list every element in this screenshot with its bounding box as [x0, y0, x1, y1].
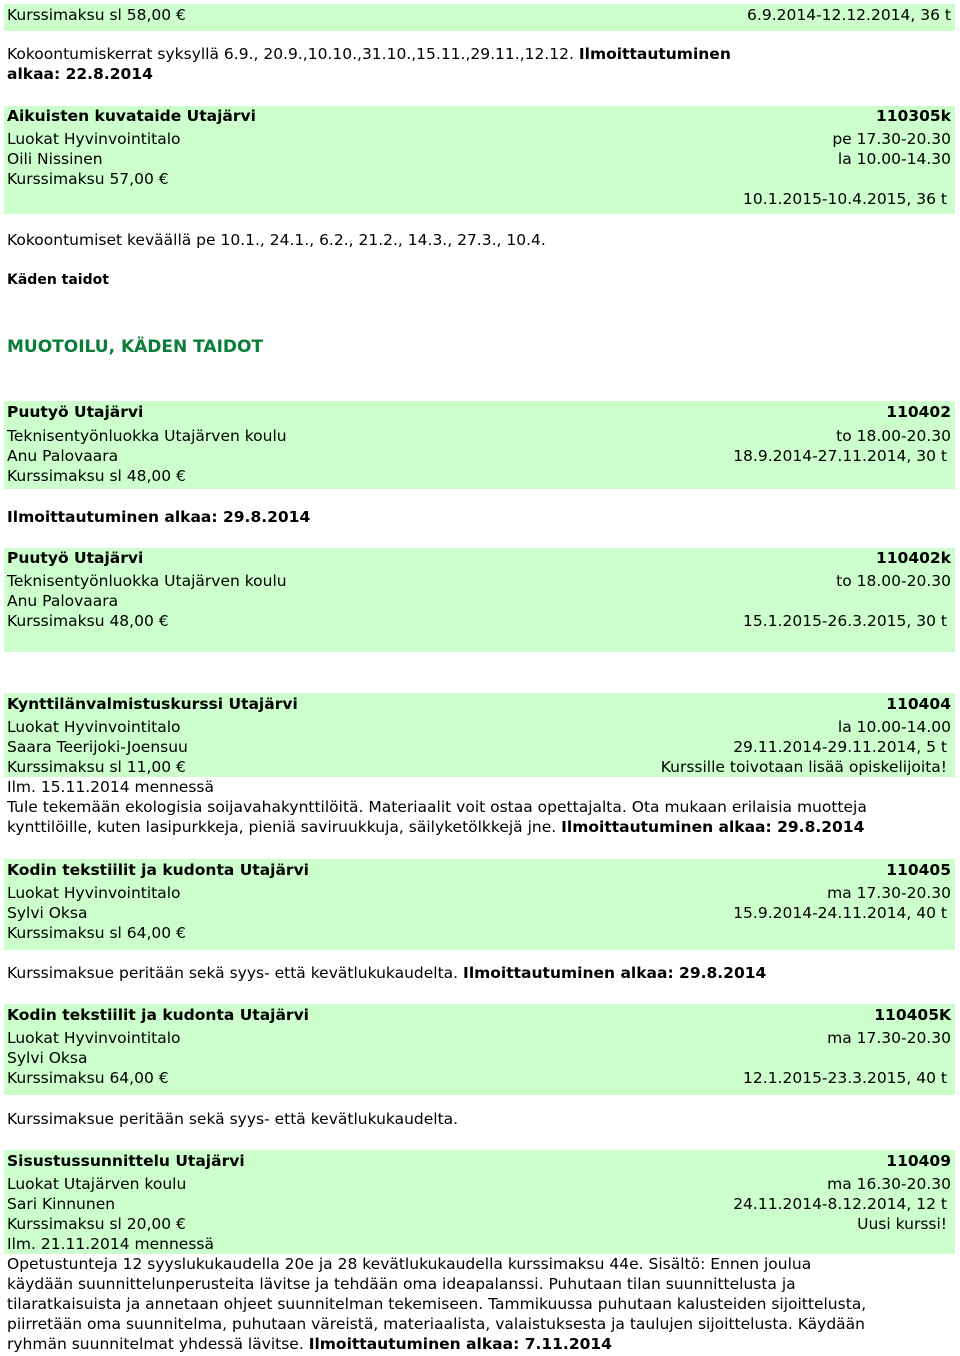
course-title: Sisustussunnittelu Utajärvi [7, 1152, 245, 1170]
course-fee: Kurssimaksu sl 11,00 € [7, 758, 186, 776]
course-teacher: Sylvi Oksa [7, 1049, 88, 1067]
course-code: 110409 [886, 1152, 951, 1170]
course-title-row [4, 402, 951, 423]
course-dates: 12.1.2015-23.3.2015, 40 t [743, 1069, 947, 1087]
course-teacher: Anu Palovaara [7, 592, 119, 610]
course-title-row [4, 1151, 951, 1172]
course-row-ilm [4, 1234, 951, 1255]
course-description-cont: ryhmän suunnitelmat yhdessä lävitse. Ilmoittautuminen alkaa: 7.11.2014 [7, 1335, 612, 1353]
course-code: 110402k [875, 549, 951, 567]
course-teacher: Sylvi Oksa [7, 904, 88, 922]
course-place: Luokat Utajärven koulu [7, 1175, 187, 1193]
course-teacher: Anu Palovaara [7, 447, 119, 465]
course-description: Opetustunteja 12 syyslukukaudella 20e ja 28 kevätlukukaudella kurssimaksu 44e. Sisältö: Ennen joulua [7, 1255, 812, 1273]
course-row-place [4, 717, 951, 738]
course-fee: Kurssimaksu 48,00 € [7, 612, 169, 630]
course-row-place [4, 129, 951, 150]
course-row-fee [4, 611, 951, 632]
course-code: 110402 [886, 403, 951, 421]
course-row-place [4, 571, 951, 592]
course-row-place [4, 1028, 951, 1049]
course-fee: Kurssimaksu sl 64,00 € [7, 924, 186, 942]
course-title-row [4, 860, 951, 881]
course-dates: 10.1.2015-10.4.2015, 36 t [743, 190, 947, 208]
course-place: Luokat Hyvinvointitalo [7, 130, 181, 148]
course-extra: Uusi kurssi! [857, 1215, 947, 1233]
course-row-place [4, 426, 951, 447]
course-note-cont: alkaa: 22.8.2014 [7, 65, 153, 83]
course-time: ma 16.30-20.30 [827, 1175, 951, 1193]
course-row-fee [4, 1068, 951, 1089]
course-fee: Kurssimaksu sl 20,00 € [7, 1215, 186, 1233]
course-dates: 6.9.2014-12.12.2014, 36 t [747, 6, 951, 24]
course-place: Luokat Hyvinvointitalo [7, 718, 181, 736]
course-row-teacher [4, 149, 951, 170]
course-row-fee [4, 923, 951, 944]
course-note: Kurssimaksue peritään sekä syys- että kevätlukukaudelta. Ilmoittautuminen alkaa: 29.8.2014 [7, 964, 767, 982]
course-time: ma 17.30-20.30 [827, 884, 951, 902]
course-code: 110405K [874, 1006, 951, 1024]
course-row-teacher [4, 1048, 951, 1069]
course-description-cont: tilaratkaisuista ja annetaan ohjeet suunnitelman tekemiseen. Tammikuussa puhutaan kalusteiden sijoittelusta, [7, 1295, 867, 1313]
course-time: pe 17.30-20.30 [832, 130, 951, 148]
course-description: Tule tekemään ekologisia soijavahakynttilöitä. Materiaalit voit ostaa opettajalta. Ota mukaan erilaisia muotteja [7, 798, 867, 816]
course-title-row [4, 106, 951, 127]
course-title: Kodin tekstiilit ja kudonta Utajärvi [7, 1006, 309, 1024]
course-row-fee [4, 5, 951, 26]
course-title: Kynttilänvalmistuskurssi Utajärvi [7, 695, 298, 713]
course-place: Luokat Hyvinvointitalo [7, 1029, 181, 1047]
course-row-teacher [4, 903, 951, 924]
course-title-row [4, 694, 951, 715]
course-dates: 29.11.2014-29.11.2014, 5 t [733, 738, 947, 756]
course-title: Puutyö Utajärvi [7, 549, 144, 567]
course-row-fee [4, 466, 951, 487]
course-time: ma 17.30-20.30 [827, 1029, 951, 1047]
course-title: Puutyö Utajärvi [7, 403, 144, 421]
course-time-2: la 10.00-14.30 [837, 150, 951, 168]
course-row-fee [4, 169, 951, 190]
course-note: Kokoontumiset keväällä pe 10.1., 24.1., 6.2., 21.2., 14.3., 27.3., 10.4. [7, 231, 546, 249]
course-note: Ilmoittautuminen alkaa: 29.8.2014 [7, 508, 311, 526]
course-row-place [4, 883, 951, 904]
course-title: Kodin tekstiilit ja kudonta Utajärvi [7, 861, 309, 879]
course-dates: 15.9.2014-24.11.2014, 40 t [733, 904, 947, 922]
course-note: Kurssimaksue peritään sekä syys- että kevätlukukaudelta. [7, 1110, 459, 1128]
course-description-cont: käydään suunnittelunperusteita lävitse ja tehdään oma ideapalanssi. Puhutaan tilan suunnittelusta ja [7, 1275, 796, 1293]
course-dates: 24.11.2014-8.12.2014, 12 t [733, 1195, 947, 1213]
section-heading: MUOTOILU, KÄDEN TAIDOT [7, 337, 264, 357]
course-dates: 18.9.2014-27.11.2014, 30 t [733, 447, 947, 465]
course-description-cont: kynttilöille, kuten lasipurkkeja, pieniä saviruukkuja, säilyketölkkejä jne. Ilmoittautuminen alkaa: 29.8.2014 [7, 818, 865, 836]
course-description-cont: piirretään oma suunnitelma, puhutaan väreistä, materiaalista, valaistuksesta ja taulujen sijoittelusta. Käydään [7, 1315, 865, 1333]
course-time: la 10.00-14.00 [837, 718, 951, 736]
course-note: Kokoontumiskerrat syksyllä 6.9., 20.9.,10.10.,31.10.,15.11.,29.11.,12.12. Ilmoittautuminen [7, 45, 731, 63]
course-registration-deadline: Ilm. 15.11.2014 mennessä [7, 778, 214, 796]
course-row-teacher [4, 591, 951, 612]
course-code: 110305k [875, 107, 951, 125]
course-row-teacher [4, 446, 951, 467]
course-title: Aikuisten kuvataide Utajärvi [7, 107, 256, 125]
course-dates: 15.1.2015-26.3.2015, 30 t [743, 612, 947, 630]
course-row-teacher [4, 1194, 951, 1215]
course-teacher: Sari Kinnunen [7, 1195, 116, 1213]
course-fee: Kurssimaksu 64,00 € [7, 1069, 169, 1087]
course-row-teacher [4, 737, 951, 758]
course-fee: Kurssimaksu sl 48,00 € [7, 467, 186, 485]
course-row-ilm [4, 777, 951, 798]
course-row-fee [4, 757, 951, 778]
course-fee: Kurssimaksu sl 58,00 € [7, 6, 186, 24]
course-code: 110405 [886, 861, 951, 879]
course-time: to 18.00-20.30 [836, 572, 951, 590]
course-row-dates [4, 189, 951, 210]
course-title-row [4, 548, 951, 569]
course-code: 110404 [886, 695, 951, 713]
course-fee: Kurssimaksu 57,00 € [7, 170, 169, 188]
category-heading-small: Käden taidot [7, 272, 109, 288]
course-time: to 18.00-20.30 [836, 427, 951, 445]
course-title-row [4, 1005, 951, 1026]
course-teacher: Saara Teerijoki-Joensuu [7, 738, 188, 756]
course-row-fee [4, 1214, 951, 1235]
course-place: Teknisentyönluokka Utajärven koulu [7, 427, 287, 445]
course-row-place [4, 1174, 951, 1195]
course-place: Teknisentyönluokka Utajärven koulu [7, 572, 287, 590]
course-extra: Kurssille toivotaan lisää opiskelijoita! [660, 758, 947, 776]
course-registration-deadline: Ilm. 21.11.2014 mennessä [7, 1235, 214, 1253]
course-teacher: Oili Nissinen [7, 150, 103, 168]
course-place: Luokat Hyvinvointitalo [7, 884, 181, 902]
